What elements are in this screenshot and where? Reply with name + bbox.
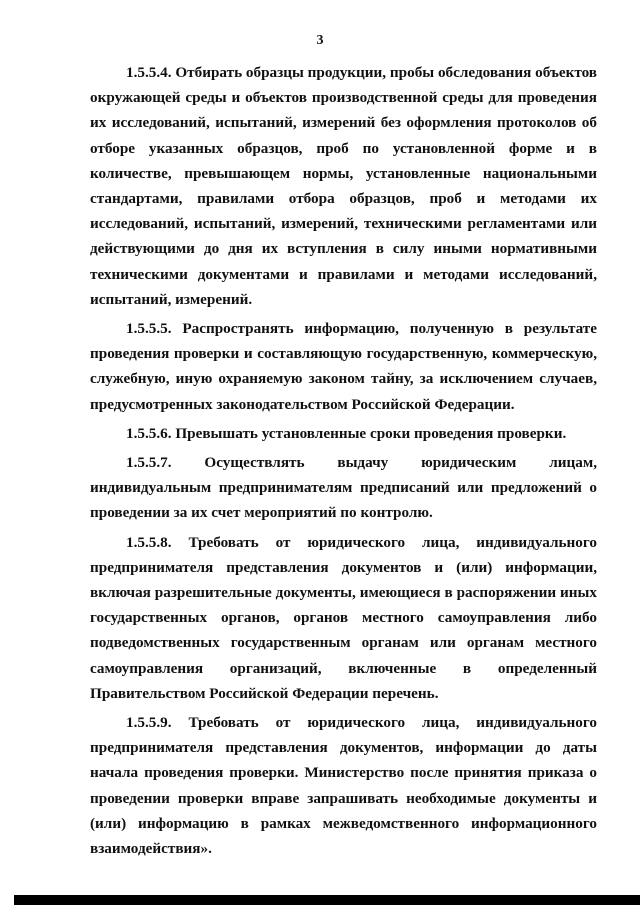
scan-edge-bar bbox=[0, 895, 640, 905]
paragraph-1-5-5-8: 1.5.5.8. Требовать от юридического лица, индивидуального предпринимателя представления документов и (или) информации, включая разрешительные документы, имеющиеся в распоряжении иных государственных органов, органов местного самоуправления либо подведомственных государственным органам или органам местного самоуправления организаций, включенные в определенный Правительством Российской Федерации перечень. bbox=[90, 533, 597, 702]
paragraph-1-5-5-6: 1.5.5.6. Превышать установленные сроки проведения проверки. bbox=[126, 424, 567, 442]
paragraph-1-5-5-7: 1.5.5.7. Осуществлять выдачу юридическим лицам, индивидуальным предпринимателям предписаний или предложений о проведении за их счет мероприятий по контролю. bbox=[90, 454, 597, 522]
paragraph-1-5-5-5: 1.5.5.5. Распространять информацию, полученную в результате проведения проверки и составляющую государственную, коммерческую, служебную, иную охраняемую законом тайну, за исключением случаев, предусмотренных законодательством Российской Федерации. bbox=[90, 320, 597, 413]
document-body bbox=[90, 60, 597, 865]
page-number: 3 bbox=[316, 33, 324, 48]
paragraph-1-5-5-9: 1.5.5.9. Требовать от юридического лица, индивидуального предпринимателя представления документов, информации до даты начала проведения проверки. Министерство после принятия приказа о проведении проверки вправе запрашивать необходимые документы и (или) информацию в рамках межведомственного информационного взаимодействия». bbox=[90, 714, 597, 858]
scan-edge-gap bbox=[0, 895, 14, 905]
paragraph-1-5-5-4: 1.5.5.4. Отбирать образцы продукции, пробы обследования объектов окружающей среды и объектов производственной среды для проведения их исследований, испытаний, измерений без оформления протоколов об отборе указанных образцов, проб по установленной форме и в количестве, превышающем нормы, установленные национальными стандартами, правилами отбора образцов, проб и методами их исследований, испытаний, измерений, техническими регламентами или действующими до дня их вступления в силу иными нормативными техническими документами и правилами и методами исследований, испытаний, измерений. bbox=[90, 64, 597, 308]
